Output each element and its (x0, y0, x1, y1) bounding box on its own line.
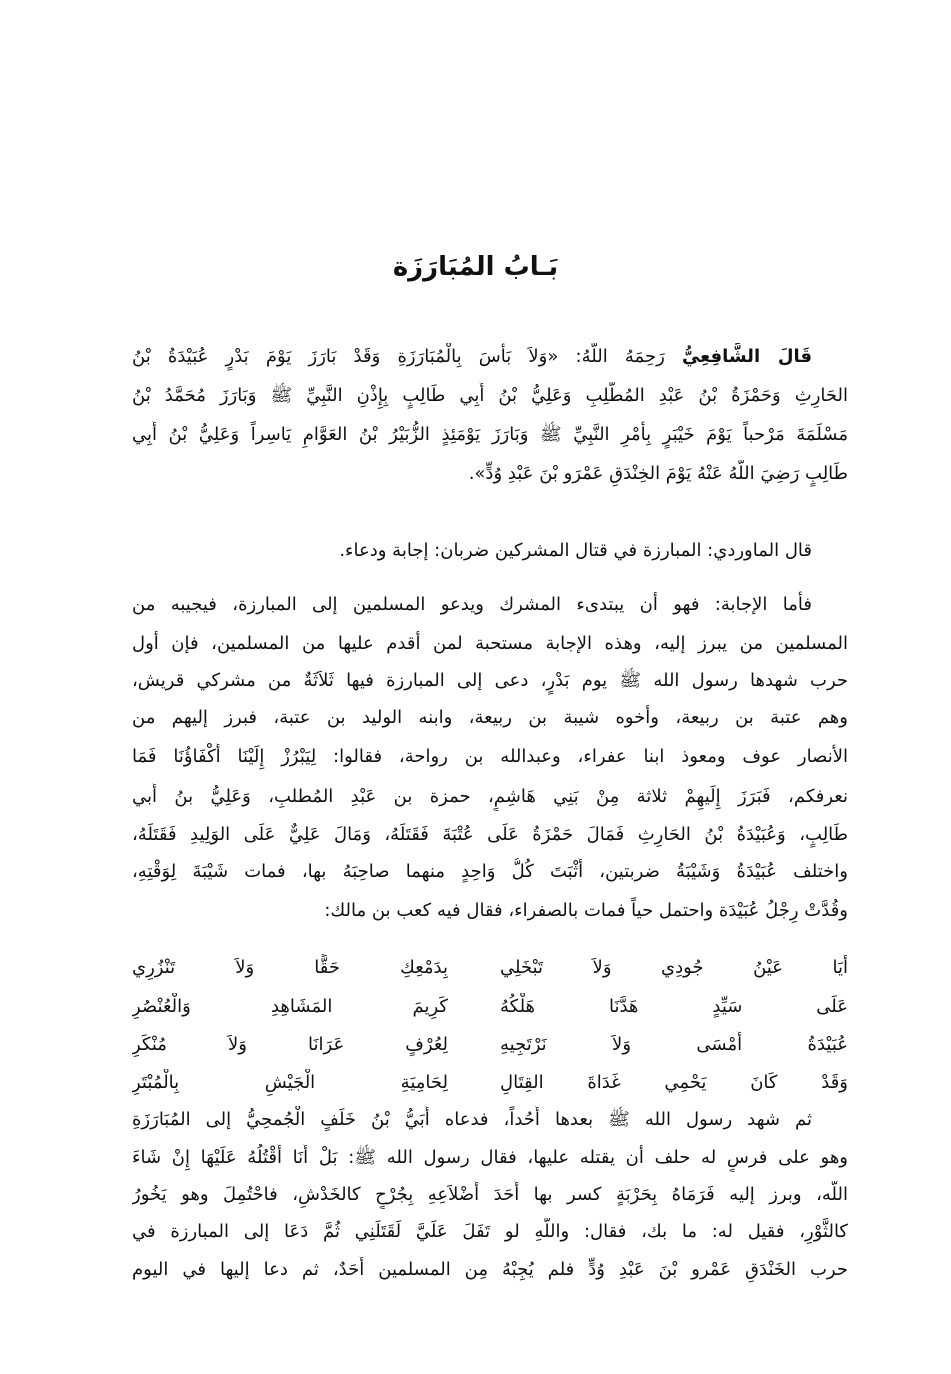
poem-hemistich-left: بِدَمْعِكِ حَقًّا وَلاَ تَنْزُرِي (132, 957, 448, 978)
text-line: وهم عتبة بن ربيعة، وأخوه شيبة بن ربيعة، وابنه الوليد بن عتبة، فبرز إليهم من (132, 707, 848, 728)
text-line: ثم شهد رسول الله ﷺ بعدها أُحُداً، فدعاه أُبَيُّ بْنُ خَلَفٍ الْجُمحِيُّ إلى المُبَارَزَةِ (132, 1109, 812, 1130)
text-line: اللَّه، وبرز إليه فَرَمَاهُ بِحَرْبَةٍ كسر بها أَحَدَ أَضْلاَعِهِ بِجُرْحٍ كالخَدْشِ، فاحْتُمِلَ وهو يَخُورُ (132, 1184, 848, 1205)
text-line: الأنصار عوف ومعوذ ابنا عفراء، وعبدالله بن رواحة، فقالوا: لِيَبْرُزْ إِلَيْنَا أَكْفَاؤُنَا فَمَا (132, 746, 848, 767)
poem-hemistich-right: وَقَدْ كَانَ يَحْمِي غَدَاةَ القِتَالِ (500, 1072, 848, 1093)
poem-hemistich-left: لِعُرْفٍ عَرَانَا وَلاَ مُنْكَرِ (132, 1034, 448, 1055)
text-line: واختلف عُبَيْدَةُ وَشَيْبَةُ ضربتين، أَثْبَتَ كُلُّ وَاحِدٍ منهما صاحِبَهُ بها، فمات شَيْبَةَ لِوَقْتِهِ، (132, 861, 848, 882)
poem-hemistich-right: أَيَا عَيْنُ جُودِي وَلاَ تَبْخَلِي (500, 957, 848, 978)
text-line: نعرفكم، فَبَرَزَ إِلَيهِمْ ثلاثة مِنْ بَنِي هَاشِمٍ، حمزة بن عَبْدِ المُطلبِ، وَعَلِيُّ بنُ أَبي (132, 786, 848, 807)
poem-hemistich-left: لِحَامِيَةِ الْجَيْشِ بِالْمُبْتَرِ (132, 1072, 448, 1093)
text-line: المسلمين من يبرز إليه، وهذه الإجابة مستحبة لمن أقدم عليها من المسلمين، فإن أول (132, 633, 848, 654)
shafii-line-1 (132, 343, 848, 371)
shafii-line-2: الحَارِثِ وَحَمْزَةُ بْنُ عَبْدِ المُطَّلِبِ وَعَلِيُّ بْنُ أَبِي طَالِبٍ بِإِذْنِ النَّبِيِّ ﷺ وَبَارَزَ مُحَمَّدُ بْنُ (132, 385, 848, 406)
shafii-line-4: طَالِبٍ رَضِيَ اللَّهُ عَنْهُ يَوْمَ الخِنْدَقِ عَمْرَو بْنَ عَبْدِ وُدٍّ». (468, 463, 848, 484)
speaker-name: قَالَ الشَّافِعِيُّ (681, 346, 812, 367)
shafii-text: رَحِمَهُ اللَّهُ: «وَلاَ بَأْسَ بِالْمُبَارَزَةِ وَقَدْ بَارَزَ يَوْمَ بَدْرٍ عُبَيْدَةُ بْنُ (132, 346, 665, 367)
text-line: وهو على فرسٍ له حلف أن يقتله عليها، فقال رسول الله ﷺ: بَلْ أَنَا أَقْتُلُهُ عَلَيْهَا إِنْ شَاءَ (132, 1147, 848, 1168)
chapter-title: بَـابُ المُبَارَزَة (392, 252, 559, 282)
text-line: كالثَّوْرِ، فقيل له: ما بك، فقال: واللَّهِ لو تَفَلَ عَلَيَّ لَقَتَلَنِي ثُمَّ دَعَا إلى المبارزة في (132, 1221, 848, 1242)
poem-hemistich-right: عَلَى سَيِّدٍ هَدَّنَا هَلْكُهُ (500, 996, 848, 1017)
text-line: فأما الإجابة: فهو أن يبتدىء المشرك ويدعو المسلمين إلى المبارزة، فيجيبه من (132, 594, 812, 615)
mawardi-line: قال الماوردي: المبارزة في قتال المشركين ضربان: إجابة ودعاء. (339, 540, 812, 561)
text-line: طَالِبٍ، وَعُبَيْدَةُ بْنُ الحَارِثِ فَمَالَ حَمْزَةُ عَلَى عُتْبَةَ فَقَتَلَهُ، وَمَالَ عَلِيٌّ عَلَى الوَلِيدِ فَقَتَلَهُ، (132, 824, 848, 845)
shafii-line-3: مَسْلَمَةَ مَرْحباً يَوْمَ خَيْبَرٍ بِأَمْرِ النَّبِيِّ ﷺ وَبَارَزَ يَوْمَئِذٍ الزُّبَيْرُ بْنُ العَوَّامِ يَاسِراً وَعَلِيُّ بْنُ أَبِي (132, 424, 848, 445)
text-line: وقُدَّتْ رِجْلُ عُبَيْدَة واحتمل حياً فمات بالصفراء، فقال فيه كعب بن مالك: (324, 900, 848, 921)
text-line: حرب الخَنْدَقِ عَمْرو بْنَ عَبْدِ وُدٍّ فلم يُجِبْهُ مِن المسلمين أَحَدٌ، ثم دعا إليها في اليوم (132, 1259, 848, 1280)
text-line: حرب شهدها رسول الله ﷺ يوم بَدْرٍ، دعى إلى المبارزة فيها ثَلاَثَةٌ من مشركي قريش، (132, 670, 848, 691)
poem-hemistich-left: كَرِيمَ المَشَاهِدِ وَالْعُنْصُرِ (132, 996, 448, 1017)
poem-hemistich-right: عُبَيْدَةُ أَمْسَى وَلاَ نَرْتَجِيهِ (500, 1034, 848, 1055)
